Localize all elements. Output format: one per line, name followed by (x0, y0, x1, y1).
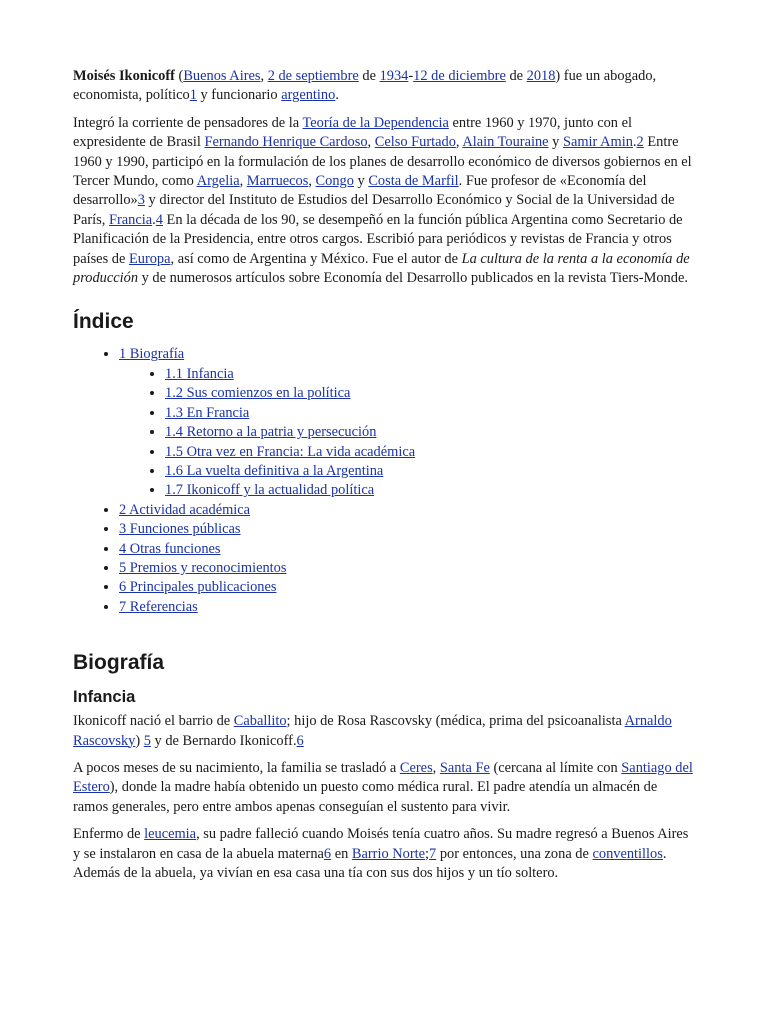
toc-heading: Índice (73, 310, 134, 334)
section-heading-biografia: Biografía (73, 651, 165, 675)
link-birth-date[interactable]: 2 de septiembre (267, 68, 359, 84)
book-title: La cultura de la renta a la economía de producción (73, 250, 690, 287)
link-europa[interactable]: Europa (128, 250, 171, 267)
toc-item (119, 345, 695, 500)
intro-paragraph-1: Moisés Ikonicoff (Buenos Aires, 2 de septiembre de 1934-12 de diciembre de 2018) fue un abogado, economista, político1 y funcionario argentino. (73, 68, 657, 104)
toc-item (165, 481, 695, 500)
toc-link-actualidad-politica[interactable]: 1.7 Ikonicoff y la actualidad política (165, 482, 375, 499)
table-of-contents (73, 345, 695, 617)
link-arnaldo-rascovsky[interactable]: Arnaldo Rascovsky (73, 713, 672, 749)
toc-link-en-francia[interactable]: 1.3 En Francia (165, 404, 250, 421)
article-subject-name: Moisés Ikonicoff (73, 68, 175, 84)
link-cardoso[interactable]: Fernando Henrique Cardoso (204, 134, 368, 151)
toc-sublist (119, 365, 695, 501)
link-santa-fe[interactable]: Santa Fe (439, 759, 490, 776)
toc-item (165, 443, 695, 462)
toc-link-retorno[interactable]: 1.4 Retorno a la patria y persecución (165, 424, 377, 441)
bio-paragraph-3: Enfermo de leucemia, su padre falleció cuando Moisés tenía cuatro años. Su madre regresó a Buenos Aires y se instalaron en casa de la abuela materna6 en Barrio Norte;7 por entonces, una zona de conventillos. Además de la abuela, ya vivían en esa casa una tía con sus dos hijos y un tío soltero. (73, 826, 689, 881)
toc-item (165, 365, 695, 384)
reference-link-4[interactable]: 4 (155, 211, 163, 228)
reference-link-5[interactable]: 5 (143, 732, 151, 749)
link-leucemia[interactable]: leucemia (144, 826, 197, 843)
link-amin[interactable]: Samir Amin (562, 134, 633, 151)
toc-item (119, 501, 695, 520)
toc-item (165, 384, 695, 403)
toc-link-funciones-publicas[interactable]: 3 Funciones públicas (119, 521, 241, 538)
toc-link-infancia[interactable]: 1.1 Infancia (165, 365, 234, 382)
reference-link-2[interactable]: 2 (636, 134, 644, 151)
link-death-year[interactable]: 2018 (526, 68, 556, 84)
toc-item (165, 462, 695, 481)
link-buenos-aires[interactable]: Buenos Aires (183, 68, 261, 84)
link-argelia[interactable]: Argelia (196, 173, 240, 190)
link-caballito[interactable]: Caballito (233, 713, 287, 730)
link-marruecos[interactable]: Marruecos (246, 173, 309, 190)
link-francia[interactable]: Francia (108, 211, 153, 228)
toc-item (119, 598, 695, 617)
link-argentino[interactable]: argentino (281, 87, 336, 104)
reference-link-7[interactable]: 7 (429, 845, 437, 862)
bio-paragraph-2: A pocos meses de su nacimiento, la familia se trasladó a Ceres, Santa Fe (cercana al límite con Santiago del Estero), donde la madre había obtenido un puesto como médica rural. El padre atendía un almacén de ramos generales, pero entre ambos apenas conseguían el sustento para vivir. (73, 759, 693, 815)
link-death-date[interactable]: 12 de diciembre (413, 68, 506, 84)
toc-link-premios[interactable]: 5 Premios y reconocimientos (119, 559, 287, 576)
link-congo[interactable]: Congo (315, 173, 354, 190)
link-costa-marfil[interactable]: Costa de Marfil (368, 173, 459, 190)
reference-link-3[interactable]: 3 (137, 192, 145, 209)
link-teoria-dependencia[interactable]: Teoría de la Dependencia (302, 114, 449, 131)
link-ceres[interactable]: Ceres (399, 759, 433, 776)
toc-item (119, 540, 695, 559)
subsection-heading-infancia: Infancia (73, 688, 136, 707)
reference-link-1[interactable]: 1 (189, 87, 197, 104)
link-birth-year[interactable]: 1934 (379, 68, 409, 84)
intro-paragraph-2: Integró la corriente de pensadores de la Teoría de la Dependencia entre 1960 y 1970, junto con el expresidente de Brasil Fernando Henrique Cardoso, Celso Furtado, Alain Touraine y Samir Amin.2 Entre 1960 y 1990, participó en la formulación de los planes de desarrollo económico de diversos gobiernos en el Tercer Mundo, como Argelia, Marruecos, Congo y Costa de Marfil. Fue profesor de «Economía del desarrollo»3 y director del Instituto de Estudios del Desarrollo Económico y Social de la Universidad de París, Francia.4 En la década de los 90, se desempeñó en la función pública Argentina como Secretario de Planificación de la Presidencia, entre otros cargos. Escribió para periódicos y revistas de Francia y otros países de Europa, así como de Argentina y México. Fue el autor de La cultura de la renta a la economía de producción y de numerosos artículos sobre Economía del Desarrollo publicados en la revista Tiers-Monde. (73, 114, 692, 287)
toc-link-actividad-academica[interactable]: 2 Actividad académica (119, 501, 251, 518)
toc-link-publicaciones[interactable]: 6 Principales publicaciones (119, 579, 277, 596)
toc-link-biografia[interactable]: 1 Biografía (119, 346, 185, 363)
toc-item (165, 423, 695, 442)
link-furtado[interactable]: Celso Furtado (374, 134, 456, 151)
article-content (73, 67, 695, 891)
toc-item (119, 578, 695, 597)
toc-item (165, 404, 695, 423)
toc-link-comienzos-politica[interactable]: 1.2 Sus comienzos en la política (165, 385, 351, 402)
reference-link-6[interactable]: 6 (296, 732, 304, 749)
link-conventillos[interactable]: conventillos (592, 845, 663, 862)
bio-paragraph-1: Ikonicoff nació el barrio de Caballito; hijo de Rosa Rascovsky (médica, prima del psicoanalista Arnaldo Rascovsky) 5 y de Bernardo Ikonicoff.6 (73, 713, 672, 749)
link-touraine[interactable]: Alain Touraine (462, 134, 549, 151)
toc-link-vuelta-argentina[interactable]: 1.6 La vuelta definitiva a la Argentina (165, 462, 384, 479)
toc-item (119, 520, 695, 539)
toc-item (119, 559, 695, 578)
toc-link-otras-funciones[interactable]: 4 Otras funciones (119, 540, 221, 557)
link-barrio-norte[interactable]: Barrio Norte (351, 845, 426, 862)
toc-link-vida-academica[interactable]: 1.5 Otra vez en Francia: La vida académica (165, 443, 416, 460)
link-santiago-estero[interactable]: Santiago del Estero (73, 759, 693, 796)
reference-link-6b[interactable]: 6 (323, 845, 332, 862)
toc-link-referencias[interactable]: 7 Referencias (119, 598, 198, 615)
